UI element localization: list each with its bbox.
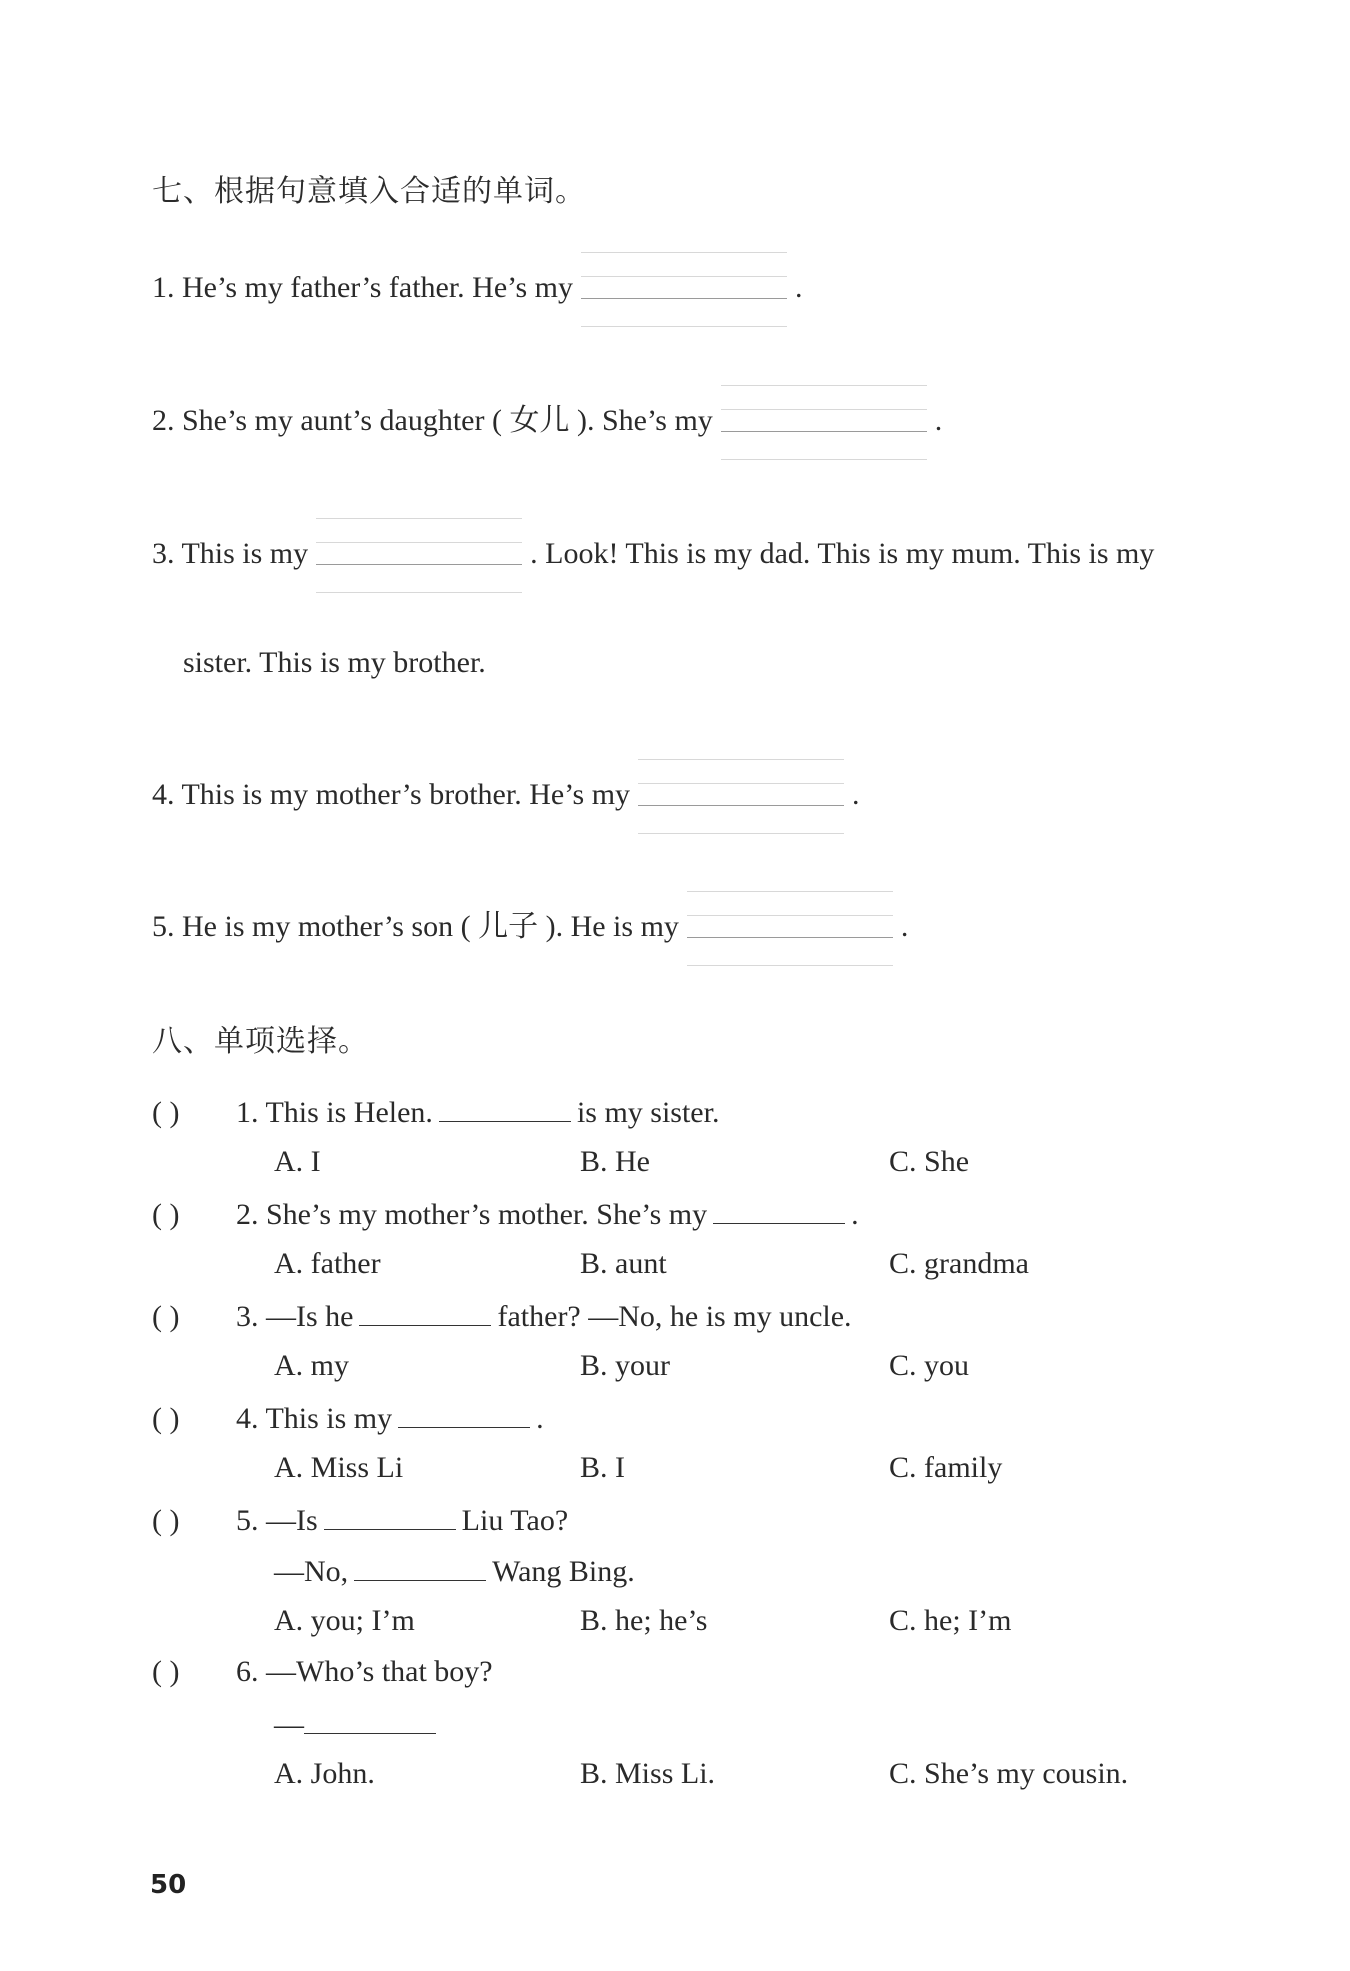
option-4a: A. Miss Li (274, 1451, 404, 1484)
option-5b: B. he; he’s (580, 1604, 708, 1637)
mcq-blank-1[interactable] (439, 1091, 571, 1122)
mcq-question-5-reply: —No, Wang Bing. (274, 1550, 635, 1592)
option-6a: A. John. (274, 1757, 375, 1790)
answer-blank-2[interactable] (721, 403, 927, 443)
fill-question-1: 1. He’s my father’s father. He’s my . (152, 268, 803, 310)
fill-question-3-continuation: sister. This is my brother. (183, 646, 486, 679)
option-4c: C. family (889, 1451, 1003, 1484)
option-2a: A. father (274, 1247, 381, 1280)
option-3a: A. my (274, 1349, 349, 1382)
answer-paren-1[interactable]: ( ) (152, 1096, 180, 1129)
answer-blank-5[interactable] (687, 909, 893, 949)
option-3b: B. your (580, 1349, 670, 1382)
answer-paren-5[interactable]: ( ) (152, 1504, 180, 1537)
fill-question-2: 2. She’s my aunt’s daughter ( 女儿 ). She’s my . (152, 401, 942, 443)
answer-blank-4[interactable] (638, 777, 844, 817)
option-5a: A. you; I’m (274, 1604, 415, 1637)
fill-question-3: 3. This is my . Look! This is my dad. This is my mum. This is my (152, 534, 1154, 576)
answer-paren-6[interactable]: ( ) (152, 1655, 180, 1688)
mcq-blank-5a[interactable] (324, 1499, 456, 1530)
section-7-heading: 七、根据句意填入合适的单词。 (152, 174, 586, 209)
fill-question-5-text: 5. He is my mother’s son ( 儿子 ). He is my (152, 910, 679, 943)
option-6b: B. Miss Li. (580, 1757, 716, 1790)
mcq-question-2: ( ) 2. She’s my mother’s mother. She’s my . (152, 1193, 859, 1235)
section-8-heading: 八、单项选择。 (152, 1024, 369, 1059)
option-3c: C. you (889, 1349, 970, 1382)
option-6c: C. She’s my cousin. (889, 1757, 1129, 1790)
option-2b: B. aunt (580, 1247, 667, 1280)
option-5c: C. he; I’m (889, 1604, 1012, 1637)
option-1c: C. She (889, 1145, 970, 1178)
fill-question-1-text: 1. He’s my father’s father. He’s my (152, 271, 574, 304)
mcq-blank-2[interactable] (713, 1193, 845, 1224)
fill-question-2-text: 2. She’s my aunt’s daughter ( 女儿 ). She’s my (152, 404, 713, 437)
mcq-question-5: ( ) 5. —Is Liu Tao? (152, 1499, 568, 1541)
option-1b: B. He (580, 1145, 650, 1178)
mcq-question-6: ( ) 6. —Who’s that boy? (152, 1652, 493, 1692)
answer-paren-2[interactable]: ( ) (152, 1198, 180, 1231)
option-2c: C. grandma (889, 1247, 1029, 1280)
mcq-question-3: ( ) 3. —Is he father? —No, he is my uncle. (152, 1295, 852, 1337)
mcq-blank-5b[interactable] (354, 1550, 486, 1581)
fill-question-3-text: 3. This is my (152, 537, 309, 570)
fill-question-4-text: 4. This is my mother’s brother. He’s my (152, 778, 631, 811)
option-1a: A. I (274, 1145, 321, 1178)
answer-paren-4[interactable]: ( ) (152, 1402, 180, 1435)
mcq-blank-6[interactable] (304, 1703, 436, 1734)
fill-question-4: 4. This is my mother’s brother. He’s my . (152, 775, 860, 817)
mcq-question-4: ( ) 4. This is my . (152, 1397, 544, 1439)
mcq-blank-4[interactable] (398, 1397, 530, 1428)
answer-blank-3[interactable] (316, 536, 522, 576)
answer-blank-1[interactable] (581, 270, 787, 310)
page-number: 50 (150, 1870, 187, 1900)
option-4b: B. I (580, 1451, 625, 1484)
mcq-question-1: ( ) 1. This is Helen. is my sister. (152, 1091, 719, 1133)
answer-paren-3[interactable]: ( ) (152, 1300, 180, 1333)
fill-question-5: 5. He is my mother’s son ( 儿子 ). He is my . (152, 907, 908, 949)
mcq-blank-3[interactable] (359, 1295, 491, 1326)
mcq-question-6-reply: — (274, 1703, 442, 1745)
